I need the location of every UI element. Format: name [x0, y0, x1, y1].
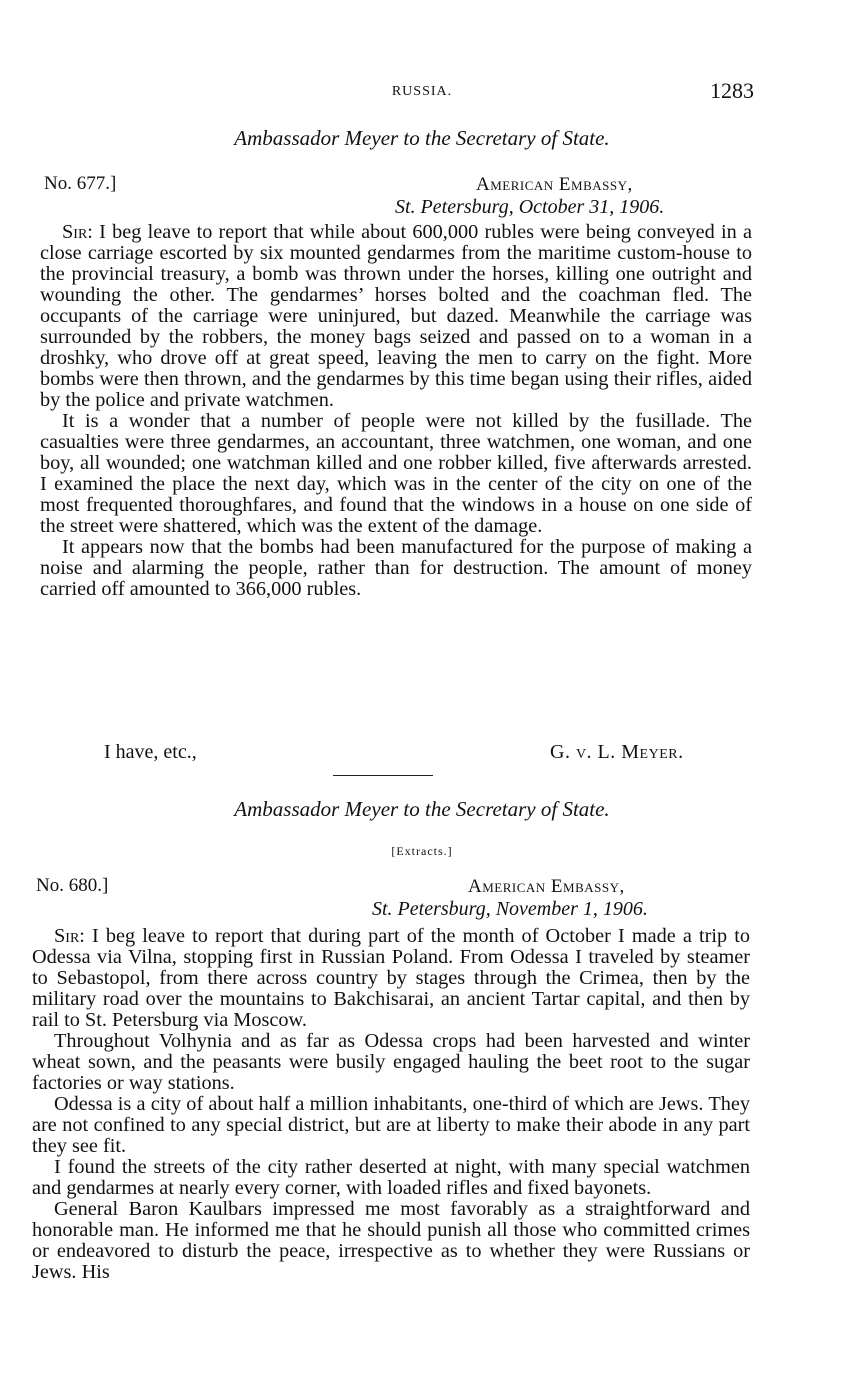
letter2-embassy: American Embassy,: [468, 876, 625, 897]
letter2-paragraph: Odessa is a city of about half a million inhabitants, one-third of which are Jews. They are not confined to any special district, but are at liberty to make their abode in any part they see fit.: [32, 1093, 750, 1157]
letter1-closing: I have, etc.,: [104, 741, 197, 763]
letter2-paragraph: Throughout Volhynia and as far as Odessa crops had been harvested and winter wheat sown, and the peasants were busily engaged hauling the beet root to the sugar factories or way stations.: [32, 1030, 750, 1094]
letter1-place-date: St. Petersburg, October 31, 1906.: [395, 196, 665, 218]
letter2-heading: Ambassador Meyer to the Secretary of State.: [234, 797, 610, 821]
extracts-note: [Extracts.]: [391, 844, 453, 858]
letter1-number: No. 677.]: [44, 173, 117, 194]
letter1-paragraph: It appears now that the bombs had been manufactured for the purpose of making a noise and alarming the people, rather than for destruction. The amount of money carried off amounted to 366,000 rubles.: [40, 536, 752, 600]
letter1-body: [40, 222, 752, 600]
letter1-paragraph: I beg leave to report that while about 600,000 rubles were being conveyed in a close carriage escorted by six mounted gendarmes from the maritime custom-house to the provincial treasury, a bomb was thrown under the horses, killing one outright and wounding the other. The gendarmes’ horses bolted and the coachman fled. The occupants of the carriage were uninjured, but dazed. Meanwhile the carriage was surrounded by the robbers, the money bags seized and passed on to a woman in a droshky, who drove off at great speed, leaving the men to carry on the fight. More bombs were then thrown, and the gendarmes by this time began using their rifles, aided by the police and private watchmen.: [40, 221, 752, 411]
letter2-paragraph: General Baron Kaulbars impressed me most favorably as a straightforward and honorable man. He informed me that he should punish all those who committed crimes or endeavored to disturb the peace, irrespective as to whether they were Russians or Jews. His: [32, 1198, 750, 1283]
letter1-embassy: American Embassy,: [476, 174, 633, 195]
letter2-salutation: Sir:: [54, 925, 85, 947]
letter1-signature: G. v. L. Meyer.: [550, 741, 684, 763]
letter2-body: [32, 926, 750, 1283]
letter1-salutation: Sir:: [62, 221, 93, 243]
letter1-paragraph: It is a wonder that a number of people were not killed by the fusillade. The casualties were three gendarmes, an accountant, three watchmen, one woman, and one boy, all wounded; one watchman killed and one robber killed, five afterwards arrested. I examined the place the next day, which was in the center of the city on one of the most frequented thoroughfares, and found that the windows in a house on one side of the street were shattered, which was the extent of the damage.: [40, 410, 752, 537]
running-head: [0, 78, 844, 108]
section-divider: [333, 775, 433, 776]
letter1-heading: Ambassador Meyer to the Secretary of State.: [234, 126, 610, 150]
letter2-number: No. 680.]: [36, 875, 109, 896]
letter2-paragraph: I found the streets of the city rather deserted at night, with many special watchmen and gendarmes at nearly every corner, with loaded rifles and fixed bayonets.: [32, 1156, 750, 1199]
running-head-title: RUSSIA.: [391, 84, 453, 99]
page-number: 1283: [710, 78, 754, 103]
letter2-paragraph: I beg leave to report that during part of the month of October I made a trip to Odessa via Vilna, stopping first in Russian Poland. From Odessa I traveled by steamer to Sebastopol, from there across country by stages through the Crimea, then by the military road over the mountains to Bakchisarai, an ancient Tartar capital, and then by rail to St. Petersburg via Moscow.: [32, 925, 750, 1031]
letter2-place-date: St. Petersburg, November 1, 1906.: [372, 898, 648, 920]
